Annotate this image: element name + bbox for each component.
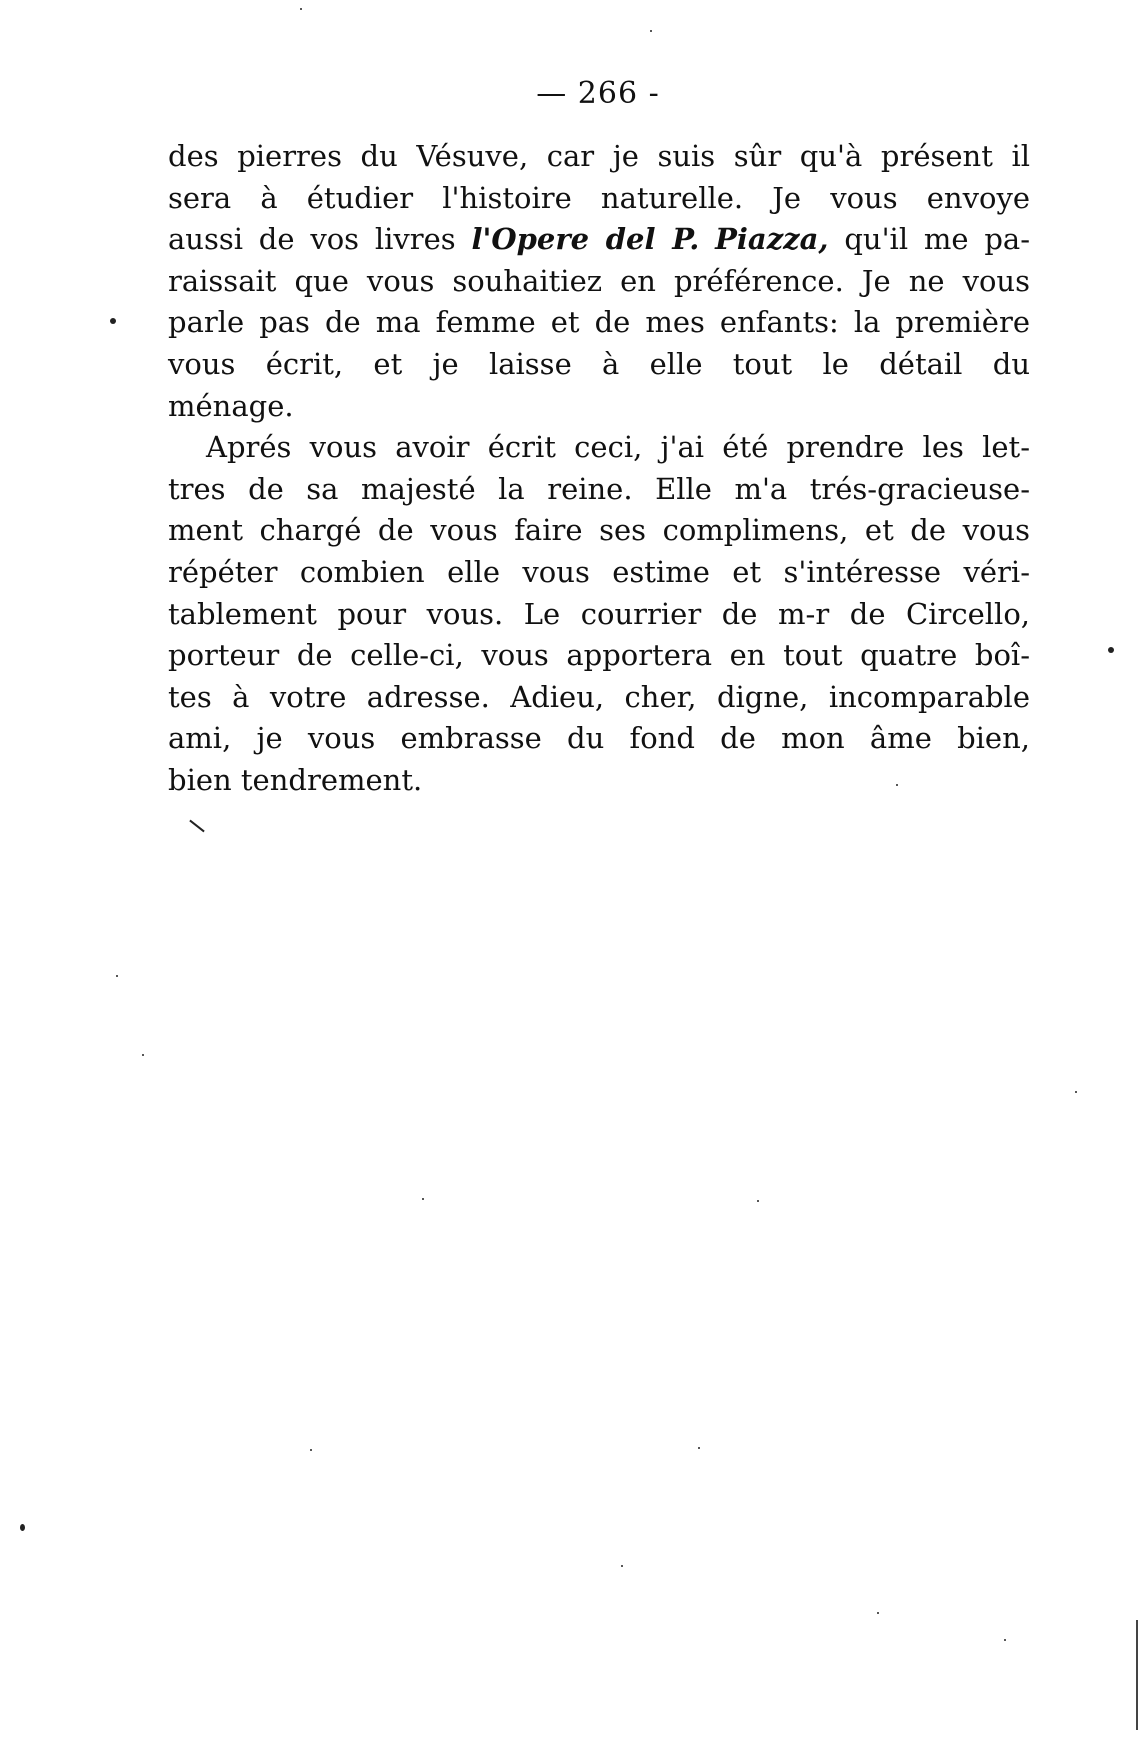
page-number: — 266 - — [536, 76, 660, 111]
scan-speck — [1075, 1091, 1077, 1093]
text-line: tes à votre adresse. Adieu, cher, digne, incomparable — [168, 679, 1030, 714]
text-line: tres de sa majesté la reine. Elle m'a trés-gracieuse- — [168, 471, 1030, 506]
text-line: parle pas de ma femme et de mes enfants: la première — [168, 305, 1030, 340]
text-line: des pierres du Vésuve, car je suis sûr qu'à présent il — [168, 139, 1030, 173]
text-line: ment chargé de vous faire ses complimens, et de vous — [168, 513, 1030, 548]
text-line: ménage. — [168, 388, 294, 423]
scan-stroke — [189, 820, 204, 833]
scan-speck — [116, 975, 118, 977]
text-segment: aussi de vos livres — [168, 222, 472, 257]
scan-speck — [877, 1612, 879, 1614]
text-segment: qu'il me pa- — [828, 222, 1030, 257]
scan-speck — [650, 30, 652, 32]
scan-stroke — [1136, 1620, 1138, 1730]
text-line: raissait que vous souhaitiez en préférence. Je ne vous — [168, 263, 1030, 298]
scan-speck — [310, 1449, 312, 1451]
paragraph-2 — [168, 427, 1030, 801]
text-line — [168, 219, 1030, 261]
italic-author-name: Piazza, — [715, 222, 829, 257]
letter-text — [168, 136, 1030, 802]
italic-book-title: l'Opere del P. — [471, 222, 700, 257]
scan-speck — [300, 8, 302, 10]
text-line: porteur de celle-ci, vous apportera en tout quatre boî- — [168, 638, 1030, 673]
scan-speck — [142, 1054, 144, 1056]
paragraph-1 — [168, 136, 1030, 427]
text-segment — [699, 222, 715, 256]
text-line: ami, je vous embrasse du fond de mon âme bien, — [168, 721, 1030, 756]
text-line: bien tendrement. — [168, 762, 423, 797]
text-line: Aprés vous avoir écrit ceci, j'ai été prendre les let- — [206, 430, 1030, 465]
scan-speck — [896, 784, 898, 786]
scan-speck — [698, 1447, 700, 1449]
scan-speck — [1004, 1639, 1006, 1641]
page-number-header — [0, 76, 1140, 111]
scan-speck — [422, 1198, 424, 1200]
scan-speck — [20, 1524, 25, 1531]
scan-speck — [621, 1565, 623, 1567]
text-line: tablement pour vous. Le courrier de m-r de Circello, — [168, 596, 1030, 631]
scan-speck — [1108, 647, 1114, 653]
text-line: vous écrit, et je laisse à elle tout le détail du — [168, 346, 1030, 381]
text-line: sera à étudier l'histoire naturelle. Je vous envoye — [168, 180, 1030, 215]
scan-speck — [757, 1200, 759, 1202]
scan-speck — [110, 318, 116, 324]
text-line: répéter combien elle vous estime et s'intéresse véri- — [168, 554, 1030, 589]
